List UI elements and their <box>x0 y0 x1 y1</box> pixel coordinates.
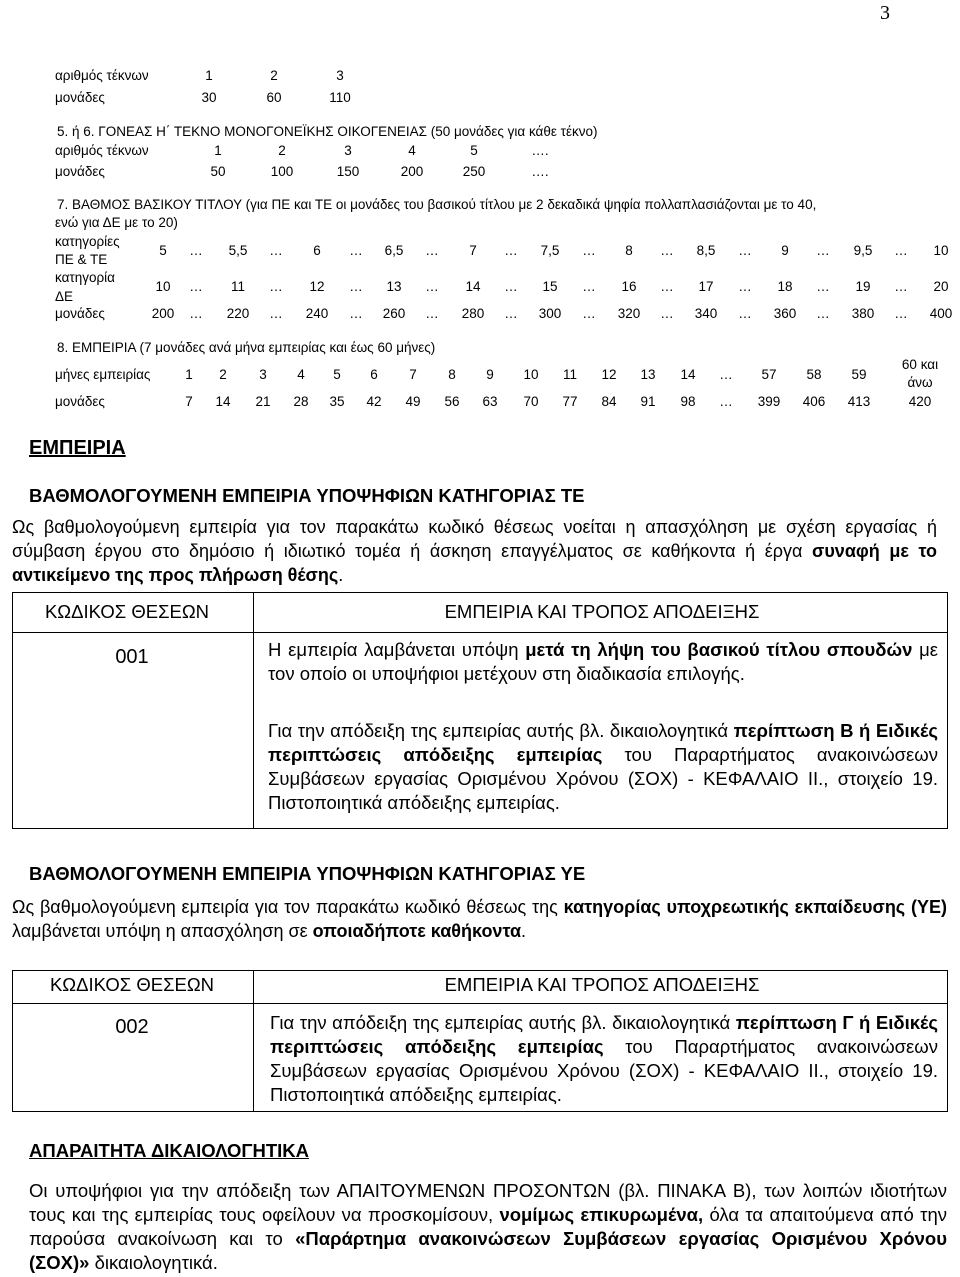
points-value: 340 <box>694 306 718 321</box>
te-col1-header: ΚΩΔΙΚΟΣ ΘΕΣΕΩΝ <box>44 601 210 622</box>
exp-units-value: 420 <box>908 394 932 409</box>
exp-units-value: 98 <box>680 394 696 409</box>
exp-units-value: 406 <box>802 394 826 409</box>
degree-value: 17 <box>698 279 714 294</box>
units-value: 100 <box>270 164 294 179</box>
te-intro-plain: Ως βαθμολογούμενη εμπειρία για τον παρακάτω κωδικό θέσεως νοείται η απασχόληση με σχέση εργασίας ή σύμβαση έργου στο δημόσιο ή ιδιωτικό τομέα ή άσκηση επαγγέλματος σε καθήκοντα ή έργα <box>12 517 937 561</box>
exp-units-value: 413 <box>847 394 871 409</box>
table-border <box>12 1003 948 1004</box>
points-value: … <box>816 306 830 321</box>
te-intro-end: . <box>338 565 344 585</box>
ye-paragraph <box>270 1011 938 1107</box>
te-section-title: ΒΑΘΜΟΛΟΓΟΥΜΕΝΗ ΕΜΠΕΙΡΙΑ ΥΠΟΨΗΦΙΩΝ ΚΑΤΗΓΟΡΙΑΣ ΤΕ <box>29 485 585 506</box>
required-docs-title: ΑΠΑΡΑΙΤΗΤΑ ΔΙΚΑΙΟΛΟΓΗΤΙΚΑ <box>29 1140 310 1161</box>
points-value: 380 <box>851 306 875 321</box>
ye-p-b: περίπτωση Γ ή Ειδικές περιπτώσεις απόδειξης εμπειρίας <box>270 1012 938 1057</box>
req-e: δικαιολογητικά. <box>89 1252 218 1273</box>
children-label: αριθμός τέκνων <box>55 68 149 83</box>
req-c: όλα τα απαιτούμενα από την παρούσα ανακοίνωση και το <box>29 1204 947 1249</box>
degree-value: 10 <box>933 243 949 258</box>
children-value: 4 <box>408 143 416 158</box>
units-value: 250 <box>462 164 486 179</box>
table-border <box>12 970 948 971</box>
te-p2-c: του Παραρτήματος ανακοινώσεων Συμβάσεων εργασίας Ορισμένου Χρόνου (ΣΟΧ) - ΚΕΦΑΛΑΙΟ ΙΙ., στοιχείο 19. Πιστοποιητικά απόδειξης εμπειρίας. <box>268 744 938 813</box>
degree-value: 10 <box>155 279 171 294</box>
degree-value: 16 <box>621 279 637 294</box>
children-value: …. <box>531 143 549 158</box>
page-number: 3 <box>880 2 890 24</box>
children-value: 1 <box>214 143 222 158</box>
degree-value: 7 <box>469 243 477 258</box>
exp-units-value: 42 <box>366 394 382 409</box>
months-value: 14 <box>680 367 696 382</box>
degree-value: … <box>816 279 830 294</box>
te-p1-b: μετά τη λήψη του βασικού τίτλου σπουδών <box>525 639 913 660</box>
degree-value: 5,5 <box>228 243 248 258</box>
single-parent-heading: 5. ή 6. ΓΟΝΕΑΣ Η΄ ΤΕΚΝΟ ΜΟΝΟΓΟΝΕΪΚΗΣ ΟΙΚΟΓΕΝΕΙΑΣ (50 μονάδες για κάθε τέκνο) <box>57 124 598 139</box>
degree-value: 19 <box>855 279 871 294</box>
degree-value: 6 <box>313 243 321 258</box>
units-value: 110 <box>329 90 351 105</box>
exp-units-value: … <box>719 394 733 409</box>
months-value: 57 <box>761 367 777 382</box>
months-value: 10 <box>523 367 539 382</box>
ye-col1-header: ΚΩΔΙΚΟΣ ΘΕΣΕΩΝ <box>49 974 215 995</box>
months-value: 59 <box>851 367 867 382</box>
months-value: 2 <box>219 367 227 382</box>
degree-value: … <box>738 243 752 258</box>
ye-p-c: του Παραρτήματος ανακοινώσεων Συμβάσεων εργασίας Ορισμένου Χρόνου (ΣΟΧ) - ΚΕΦΑΛΑΙΟ ΙΙ. <box>270 1036 939 1081</box>
points-value: 200 <box>151 306 175 321</box>
children-value: 3 <box>344 143 352 158</box>
months-value: … <box>719 367 733 382</box>
degree-value: … <box>425 279 439 294</box>
exp-units-value: 77 <box>562 394 578 409</box>
points-value: … <box>582 306 596 321</box>
months-value: 11 <box>562 367 577 382</box>
units-value: …. <box>531 164 549 179</box>
units-value: 150 <box>336 164 360 179</box>
te-p2-a: Για την απόδειξη της εμπειρίας αυτής βλ. δικαιολογητικά <box>268 720 734 741</box>
children-value: 5 <box>470 143 478 158</box>
degree-value: … <box>894 243 908 258</box>
degree-value: … <box>425 243 439 258</box>
months-value: 1 <box>185 367 193 382</box>
degree-value: 18 <box>777 279 793 294</box>
exp-units-value: 21 <box>255 394 271 409</box>
te-intro <box>12 515 937 587</box>
degree-row1-label-b: ΠΕ & ΤΕ <box>55 252 108 267</box>
degree-value: … <box>349 279 363 294</box>
months-value: 58 <box>806 367 822 382</box>
table-border <box>12 828 948 829</box>
points-value: … <box>660 306 674 321</box>
degree-value: … <box>504 279 518 294</box>
degree-value: 6,5 <box>384 243 404 258</box>
exp-units-value: 63 <box>482 394 498 409</box>
req-b: νομίμως επικυρωμένα, <box>499 1204 704 1225</box>
exp-units-value: 399 <box>757 394 781 409</box>
degree-value: 15 <box>542 279 558 294</box>
degree-row2-label-b: ΔΕ <box>55 289 74 304</box>
points-value: 360 <box>773 306 797 321</box>
degree-value: 9,5 <box>853 243 873 258</box>
ye-col2-header: ΕΜΠΕΙΡΙΑ ΚΑΙ ΤΡΟΠΟΣ ΑΠΟΔΕΙΞΗΣ <box>444 974 760 995</box>
te-code: 001 <box>115 646 149 668</box>
children-label: αριθμός τέκνων <box>55 143 149 158</box>
ye-intro <box>12 895 947 943</box>
months-value: 7 <box>409 367 417 382</box>
points-value: 240 <box>305 306 329 321</box>
degree-value: 20 <box>933 279 949 294</box>
months-last-b: άνω <box>907 375 933 390</box>
degree-value: … <box>582 243 596 258</box>
te-col2-header: ΕΜΠΕΙΡΙΑ ΚΑΙ ΤΡΟΠΟΣ ΑΠΟΔΕΙΞΗΣ <box>444 601 760 622</box>
months-value: 13 <box>640 367 656 382</box>
months-value: 3 <box>259 367 267 382</box>
points-value: 260 <box>382 306 406 321</box>
children-value: 2 <box>278 143 286 158</box>
points-value: 280 <box>461 306 485 321</box>
ye-intro-c: λαμβάνεται υπόψη η απασχόληση σε <box>12 921 313 941</box>
months-value: 6 <box>370 367 378 382</box>
units-label: μονάδες <box>55 164 105 179</box>
exp-units-value: 7 <box>185 394 193 409</box>
table-border <box>12 592 948 593</box>
degree-value: … <box>269 243 283 258</box>
degree-heading-line2: ενώ για ΔΕ με το 20) <box>55 215 178 230</box>
exp-units-value: 84 <box>601 394 617 409</box>
degree-value: … <box>738 279 752 294</box>
degree-value: … <box>582 279 596 294</box>
degree-value: 5 <box>159 243 167 258</box>
degree-row3-label: μονάδες <box>55 306 105 321</box>
te-p2-b: περίπτωση Β ή Ειδικές περιπτώσεις απόδειξης εμπειρίας <box>268 720 938 765</box>
degree-value: 8,5 <box>696 243 716 258</box>
req-d: «Παράρτημα ανακοινώσεων Συμβάσεων εργασίας Ορισμένου Χρόνου (ΣΟΧ)» <box>29 1228 947 1273</box>
table-border <box>12 1111 948 1112</box>
te-intro-bold: συναφή με το αντικείμενο της προς πλήρωση θέσης <box>12 541 937 585</box>
points-value: 400 <box>929 306 953 321</box>
points-value: … <box>504 306 518 321</box>
ye-intro-b: κατηγορίας υποχρεωτικής εκπαίδευσης (ΥΕ) <box>563 897 947 917</box>
te-p1-c: με τον οποίο οι υποψήφιοι μετέχουν στη διαδικασία επιλογής. <box>268 639 938 684</box>
months-value: 12 <box>601 367 617 382</box>
te-paragraph-2 <box>268 719 938 815</box>
degree-value: … <box>269 279 283 294</box>
table-border <box>253 592 254 828</box>
ye-p-a: Για την απόδειξη της εμπειρίας αυτής βλ. δικαιολογητικά <box>270 1012 736 1033</box>
req-a: Οι υποψήφιοι για την απόδειξη των ΑΠΑΙΤΟΥΜΕΝΩΝ ΠΡΟΣΟΝΤΩΝ (βλ. ΠΙΝΑΚΑ Β), των λοιπών ιδιοτήτων τους και της εμπειρίας τους οφείλουν να προσκομίσουν, <box>29 1180 947 1225</box>
exp-units-value: 28 <box>293 394 309 409</box>
degree-value: 11 <box>230 279 245 294</box>
months-value: 9 <box>486 367 494 382</box>
ye-intro-a: Ως βαθμολογούμενη εμπειρία για τον παρακάτω κωδικό θέσεως της <box>12 897 564 917</box>
points-value: … <box>738 306 752 321</box>
table-border <box>12 632 948 633</box>
table-border <box>12 970 13 1111</box>
exp-units-value: 49 <box>405 394 421 409</box>
te-p1-a: Η εμπειρία λαμβάνεται υπόψη <box>268 639 526 660</box>
months-value: 8 <box>448 367 456 382</box>
months-value: 4 <box>297 367 305 382</box>
degree-value: 7,5 <box>540 243 560 258</box>
points-value: 220 <box>226 306 250 321</box>
points-value: … <box>269 306 283 321</box>
units-value: 60 <box>266 90 282 105</box>
exp-units-value: 91 <box>640 394 656 409</box>
exp-units-label: μονάδες <box>55 394 105 409</box>
experience-title: ΕΜΠΕΙΡΙΑ <box>29 437 126 459</box>
points-value: … <box>425 306 439 321</box>
ye-code: 002 <box>115 1016 149 1038</box>
points-value: … <box>189 306 203 321</box>
points-value: … <box>894 306 908 321</box>
degree-value: 9 <box>781 243 789 258</box>
degree-value: 14 <box>465 279 481 294</box>
degree-value: 8 <box>625 243 633 258</box>
degree-value: … <box>660 279 674 294</box>
degree-value: … <box>189 279 203 294</box>
months-label: μήνες εμπειρίας <box>55 367 151 382</box>
exp-units-value: 56 <box>444 394 460 409</box>
te-paragraph-1 <box>268 638 938 686</box>
degree-value: 13 <box>386 279 402 294</box>
exp-units-value: 14 <box>215 394 231 409</box>
units-label: μονάδες <box>55 90 105 105</box>
ye-intro-d: οποιαδήποτε καθήκοντα <box>312 921 522 941</box>
children-value: 3 <box>336 68 344 83</box>
units-value: 50 <box>210 164 226 179</box>
units-value: 200 <box>400 164 424 179</box>
children-value: 1 <box>205 68 213 83</box>
points-value: 320 <box>617 306 641 321</box>
table-border <box>12 592 13 828</box>
units-value: 30 <box>201 90 217 105</box>
degree-row1-label-a: κατηγορίες <box>55 234 120 249</box>
degree-value: … <box>504 243 518 258</box>
degree-value: … <box>894 279 908 294</box>
ye-section-title: ΒΑΘΜΟΛΟΓΟΥΜΕΝΗ ΕΜΠΕΙΡΙΑ ΥΠΟΨΗΦΙΩΝ ΚΑΤΗΓΟΡΙΑΣ ΥΕ <box>29 863 586 884</box>
degree-row2-label-a: κατηγορία <box>55 270 115 285</box>
degree-value: … <box>816 243 830 258</box>
table-border <box>947 970 948 1111</box>
experience-units-heading: 8. ΕΜΠΕΙΡΙΑ (7 μονάδες ανά μήνα εμπειρίας και έως 60 μήνες) <box>57 340 436 355</box>
degree-value: 12 <box>309 279 325 294</box>
table-border <box>947 592 948 828</box>
children-value: 2 <box>270 68 278 83</box>
table-border <box>253 970 254 1111</box>
degree-heading-line1: 7. ΒΑΘΜΟΣ ΒΑΣΙΚΟΥ ΤΙΤΛΟΥ (για ΠΕ και ΤΕ οι μονάδες του βασικού τίτλου με 2 δεκαδικά ψηφία πολλαπλασιάζονται με το 40, <box>57 197 817 212</box>
required-docs-text <box>29 1179 947 1275</box>
points-value: 300 <box>538 306 562 321</box>
months-last-a: 60 και <box>901 357 939 372</box>
ye-p-d: , στοιχείο 19. Πιστοποιητικά απόδειξης εμπειρίας. <box>270 1060 939 1105</box>
months-value: 5 <box>333 367 341 382</box>
ye-intro-e: . <box>521 921 527 941</box>
points-value: … <box>349 306 363 321</box>
degree-value: … <box>660 243 674 258</box>
degree-value: … <box>189 243 203 258</box>
degree-value: … <box>349 243 363 258</box>
exp-units-value: 70 <box>523 394 539 409</box>
exp-units-value: 35 <box>329 394 345 409</box>
